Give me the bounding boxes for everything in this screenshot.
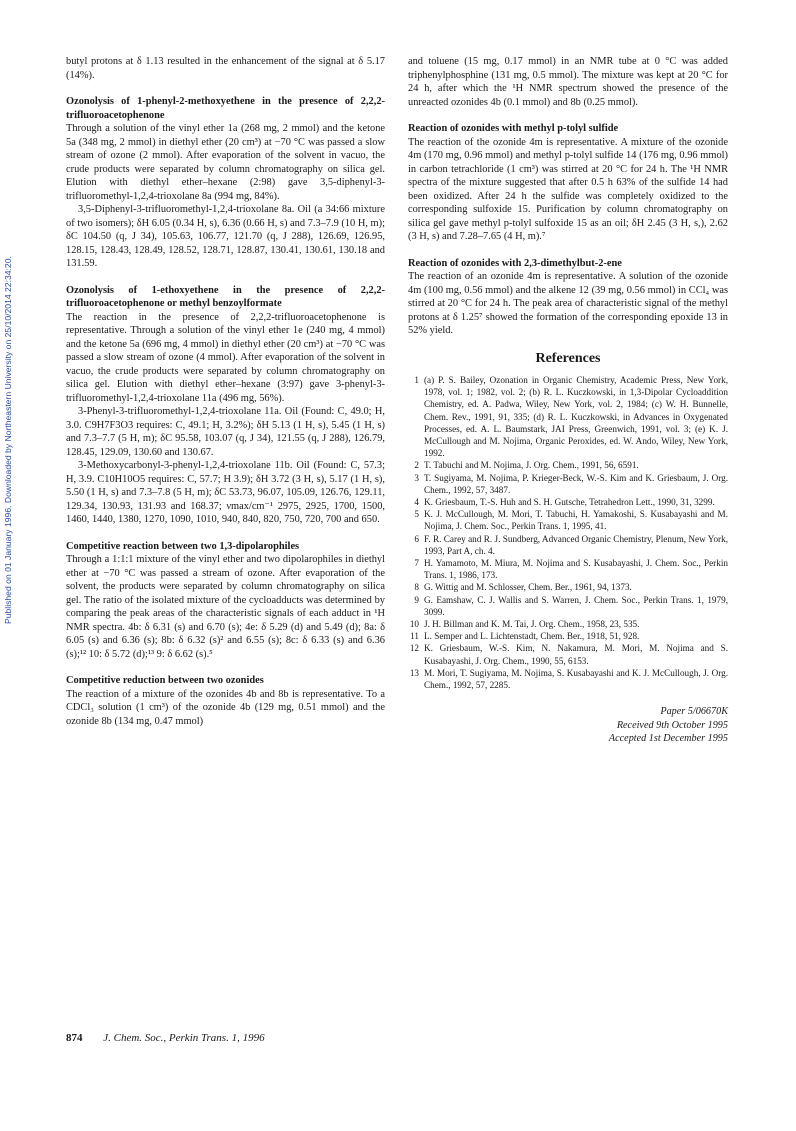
procedure-paragraph: The reaction of a mixture of the ozonides 4b and 8b is representative. To a CDCl₃ solution (1 cm³) of the ozonide 4b (129 mg, 0.51 mmol) and the ozonide 8b (134 mg, 0.47 mmol) <box>66 688 385 727</box>
reference-item <box>408 581 728 593</box>
reference-number: 5 <box>414 509 419 520</box>
procedure-paragraph: Through a 1:1:1 mixture of the vinyl ether and two dipolarophiles in diethyl ether at −70 °C was passed a stream of ozone. After evaporation of the solvent, the products were separated by column chromatography on silica gel. The ratio of the isolated mixture of the cycloadducts was determined by comparing the peak areas of the characteristic signals of each adduct in ¹H NMR spectra. 4b: δ 6.31 (s) and 6.70 (s); 4e: δ 5.29 (d) and 5.49 (d); 8a: δ 6.05 (s) and 6.36 (s); 8b: δ 6.32 (s)² and 6.55 (s); 8c: δ 6.33 (s) and 6.36 (s);¹² 10: δ 5.72 (d);¹³ 9: δ 6.62 (s).⁵ <box>66 554 385 660</box>
reference-text: G. Eamshaw, C. J. Wallis and S. Warren, J. Chem. Soc., Perkin Trans. 1, 1979, 3099. <box>424 594 728 617</box>
reference-item <box>408 496 728 508</box>
reference-text: G. Wittig and M. Schlosser, Chem. Ber., 1961, 94, 1373. <box>424 582 632 593</box>
procedure-paragraph: The reaction of an ozonide 4m is representative. A solution of the ozonide 4m (100 mg, 0.56 mmol) and the alkene 12 (39 mg, 0.56 mmol) in CCl₄ was stirred at 20 °C for 24 h. The peak area of characteristic signal of the methyl protons at δ 1.25⁷ showed the formation of the corresponding epoxide 13 in 52% yield. <box>408 271 728 336</box>
reference-item <box>408 594 728 618</box>
accepted-date: Accepted 1st December 1995 <box>608 733 728 745</box>
download-watermark: Published on 01 January 1996. Downloaded by Northeastern University on 25/10/2014 22:34:20. <box>3 256 13 624</box>
compound-data-11a: 3-Phenyl-3-trifluoromethyl-1,2,4-trioxolane 11a. Oil (Found: C, 49.0; H, 3.0. C9H7F3O3 requires: C, 49.1; H, 3.2%); δH 5.13 (1 H, s), 5.45 (1 H, s) and 7.3–7.7 (5 H, m); δC 95.58, 103.07 (q, J 34), 121.55 (q, J 288), 126.79, 128.45, 129.09, 130.60 and 130.67. <box>66 406 385 458</box>
compound-data-11b: 3-Methoxycarbonyl-3-phenyl-1,2,4-trioxolane 11b. Oil (Found: C, 57.3; H, 3.9. C10H10O5 requires: C, 57.7; H 3.9); δH 3.72 (3 H, s), 5.17 (1 H, s), 5.50 (1 H, s) and 7.3–7.8 (5 H, m); δC 53.73, 96.07, 105.09, 126.76, 129.11, 129.34, 130.93, 131.93 and 168.37; νmax/cm⁻¹ 2975, 2925, 1700, 1500, 1460, 1440, 1380, 1270, 1090, 1010, 940, 840, 820, 750, 720, 700 and 650. <box>66 460 385 525</box>
section-heading-ozonolysis-methoxyethene: Ozonolysis of 1-phenyl-2-methoxyethene in the presence of 2,2,2-trifluoroacetophenone <box>66 96 385 121</box>
left-column <box>66 55 385 728</box>
page-number: 874 <box>66 1032 83 1044</box>
reference-number: 6 <box>414 533 419 544</box>
received-date: Received 9th October 1995 <box>616 719 728 731</box>
page-footer <box>66 1032 265 1044</box>
reference-text: M. Mori, T. Sugiyama, M. Nojima, S. Kusabayashi and K. J. McCullough, J. Org. Chem., 1992, 57, 2285. <box>424 667 728 691</box>
reference-item <box>408 557 728 581</box>
reference-item <box>408 618 728 630</box>
reference-item <box>408 374 728 459</box>
section-heading-sulfide-reaction: Reaction of ozonides with methyl p-tolyl sulfide <box>408 123 619 134</box>
section-heading-ozonolysis-ethoxyethene: Ozonolysis of 1-ethoxyethene in the presence of 2,2,2-trifluoroacetophenone or methyl benzoylformate <box>66 284 385 309</box>
references-heading: References <box>535 350 601 366</box>
reference-number: 1 <box>414 375 419 385</box>
continued-paragraph: butyl protons at δ 1.13 resulted in the enhancement of the signal at δ 5.17 (14%). <box>66 56 385 81</box>
reference-text: K. Griesbaum, W.-S. Kim, N. Nakamura, M. Mori, M. Nojima and S. Kusabayashi, J. Org. Chem., 1990, 55, 6153. <box>424 643 728 666</box>
reference-item <box>408 533 728 557</box>
paper-id: Paper 5/06670K <box>660 706 728 718</box>
section-heading-competitive-reduction: Competitive reduction between two ozonides <box>66 675 264 686</box>
reference-item <box>408 459 728 471</box>
section-heading-alkene-reaction: Reaction of ozonides with 2,3-dimethylbut-2-ene <box>408 257 622 269</box>
journal-citation: J. Chem. Soc., Perkin Trans. 1, 1996 <box>103 1032 265 1044</box>
procedure-paragraph: Through a solution of the vinyl ether 1a (268 mg, 2 mmol) and the ketone 5a (348 mg, 2 mmol) in diethyl ether (20 cm³) at −70 °C was passed a slow stream of ozone (2 mmol). After evaporation of the solvent in vacuo, the crude products were separated by column chromatography on silica gel. Elution with diethyl ether–hexane (2:98) gave 3,5-diphenyl-3-trifluoromethyl-1,2,4-trioxolane 8a (994 mg, 84%). <box>66 123 385 202</box>
reference-item <box>408 667 728 691</box>
continued-paragraph: and toluene (15 mg, 0.17 mmol) in an NMR tube at 0 °C was added triphenylphosphine (131 mg, 0.5 mmol). The mixture was kept at 20 °C for 24 h, after which the ¹H NMR spectrum showed the presence of the unreacted ozonides 4b (0.1 mmol) and 8b (0.25 mmol). <box>408 56 728 108</box>
reference-number: 3 <box>414 472 419 483</box>
reference-number: 9 <box>414 594 419 605</box>
right-column <box>408 55 728 746</box>
reference-item <box>408 630 728 642</box>
section-heading-competitive-reaction: Competitive reaction between two 1,3-dipolarophiles <box>66 540 300 552</box>
procedure-paragraph: The reaction of the ozonide 4m is representative. A mixture of the ozonide 4m (170 mg, 0.96 mmol) and methyl p-tolyl sulfide 14 (176 mg, 0.96 mmol) in carbon tetrachloride (1 cm³) was stirred at 20 °C for 24 h. The ¹H NMR spectra of the mixture suggested that after 0.5 h 63% of the sulfide 14 had been oxidized. After 24 h the sulfide was completely oxidized to the corresponding sulfoxide 15. Purification by column chromatography on silica gel gave methyl p-tolyl sulfoxide 15 as an oil; δH 2.45 (3 H, s,), 2.62 (3 H, s) and 7.28–7.65 (4 H, m).⁷ <box>408 136 728 242</box>
reference-text: J. H. Billman and K. M. Tai, J. Org. Chem., 1958, 23, 535. <box>424 619 640 630</box>
reference-text: K. Griesbaum, T.-S. Huh and S. H. Gutsche, Tetrahedron Lett., 1990, 31, 3299. <box>424 497 715 508</box>
reference-number: 8 <box>414 582 419 593</box>
reference-number: 2 <box>414 460 419 471</box>
reference-text: F. R. Carey and R. J. Sundberg, Advanced Organic Chemistry, Plenum, New York, 1993, Part A, ch. 4. <box>424 533 728 556</box>
reference-item <box>408 508 728 532</box>
paper-submission-info <box>408 705 728 746</box>
reference-text: T. Sugiyama, M. Nojima, P. Krieger-Beck, W.-S. Kim and K. Griesbaum, J. Org. Chem., 1992, 57, 3487. <box>424 472 728 495</box>
reference-text: (a) P. S. Bailey, Ozonation in Organic Chemistry, Academic Press, New York, 1978, vol. 1; 1982, vol. 2; (b) R. L. Kuczkowski, in 1,3-Dipolar Cycloaddition Chemistry, ed. A. Padwa, Wiley, New York, vol. 2, 1984; (c) W. H. Bunnelle, Chem. Rev., 1991, 91, 335; (d) R. L. Kuczkowski, in Advances in Oxygenated Processes, ed. A. L. Baumstark, JAI Press, Greenwich, 1991, vol. 3; (e) K. J. McCullough and M. Nojima, Organic Peroxides, ed. W. Ando, Wiley, New York, 1992. <box>424 375 728 459</box>
reference-number: 11 <box>410 631 419 642</box>
reference-text: H. Yamamoto, M. Miura, M. Nojima and S. Kusabayashi, J. Chem. Soc., Perkin Trans. 1, 1986, 173. <box>424 558 728 581</box>
reference-number: 10 <box>409 619 419 630</box>
reference-number: 7 <box>414 558 419 569</box>
references-list <box>408 374 728 691</box>
compound-data-8a: 3,5-Diphenyl-3-trifluoromethyl-1,2,4-trioxolane 8a. Oil (a 34:66 mixture of two isomers); δH 6.05 (0.34 H, s), 6.36 (0.66 H, s) and 7.3–7.9 (10 H, m); δC 104.50 (q, J 34), 105.63, 106.77, 121.70 (q, J 288), 126.69, 126.95, 128.15, 128.43, 128.49, 128.52, 128.71, 128.87, 130.41, 130.61, 130.18 and 131.59. <box>66 204 385 269</box>
reference-number: 12 <box>409 643 419 654</box>
reference-text: L. Semper and L. Lichtenstadt, Chem. Ber., 1918, 51, 928. <box>424 631 640 642</box>
reference-item <box>408 472 728 496</box>
reference-item <box>408 642 728 666</box>
reference-text: T. Tabuchi and M. Nojima, J. Org. Chem., 1991, 56, 6591. <box>424 460 639 471</box>
reference-number: 4 <box>414 497 419 508</box>
reference-text: K. J. McCullough, M. Mori, T. Tabuchi, H. Yamakoshi, S. Kusabayashi and M. Nojima, J. Chem. Soc., Perkin Trans. 1, 1995, 41. <box>424 509 728 532</box>
reference-number: 13 <box>409 667 419 678</box>
procedure-paragraph: The reaction in the presence of 2,2,2-trifluoroacetophenone is representative. Through a solution of the vinyl ether 1e (240 mg, 4 mmol) and the ketone 5a (696 mg, 4 mmol) in diethyl ether (20 cm³) at −70 °C was passed a slow stream of ozone (4 mmol). After evaporation of the solvent in vacuo, the crude products were separated by column chromatography on silica gel. Elution with diethyl ether–hexane (3:97) gave 3-phenyl-3-trifluoromethyl-1,2,4-trioxolane 11a (496 mg, 56%). <box>66 311 385 404</box>
